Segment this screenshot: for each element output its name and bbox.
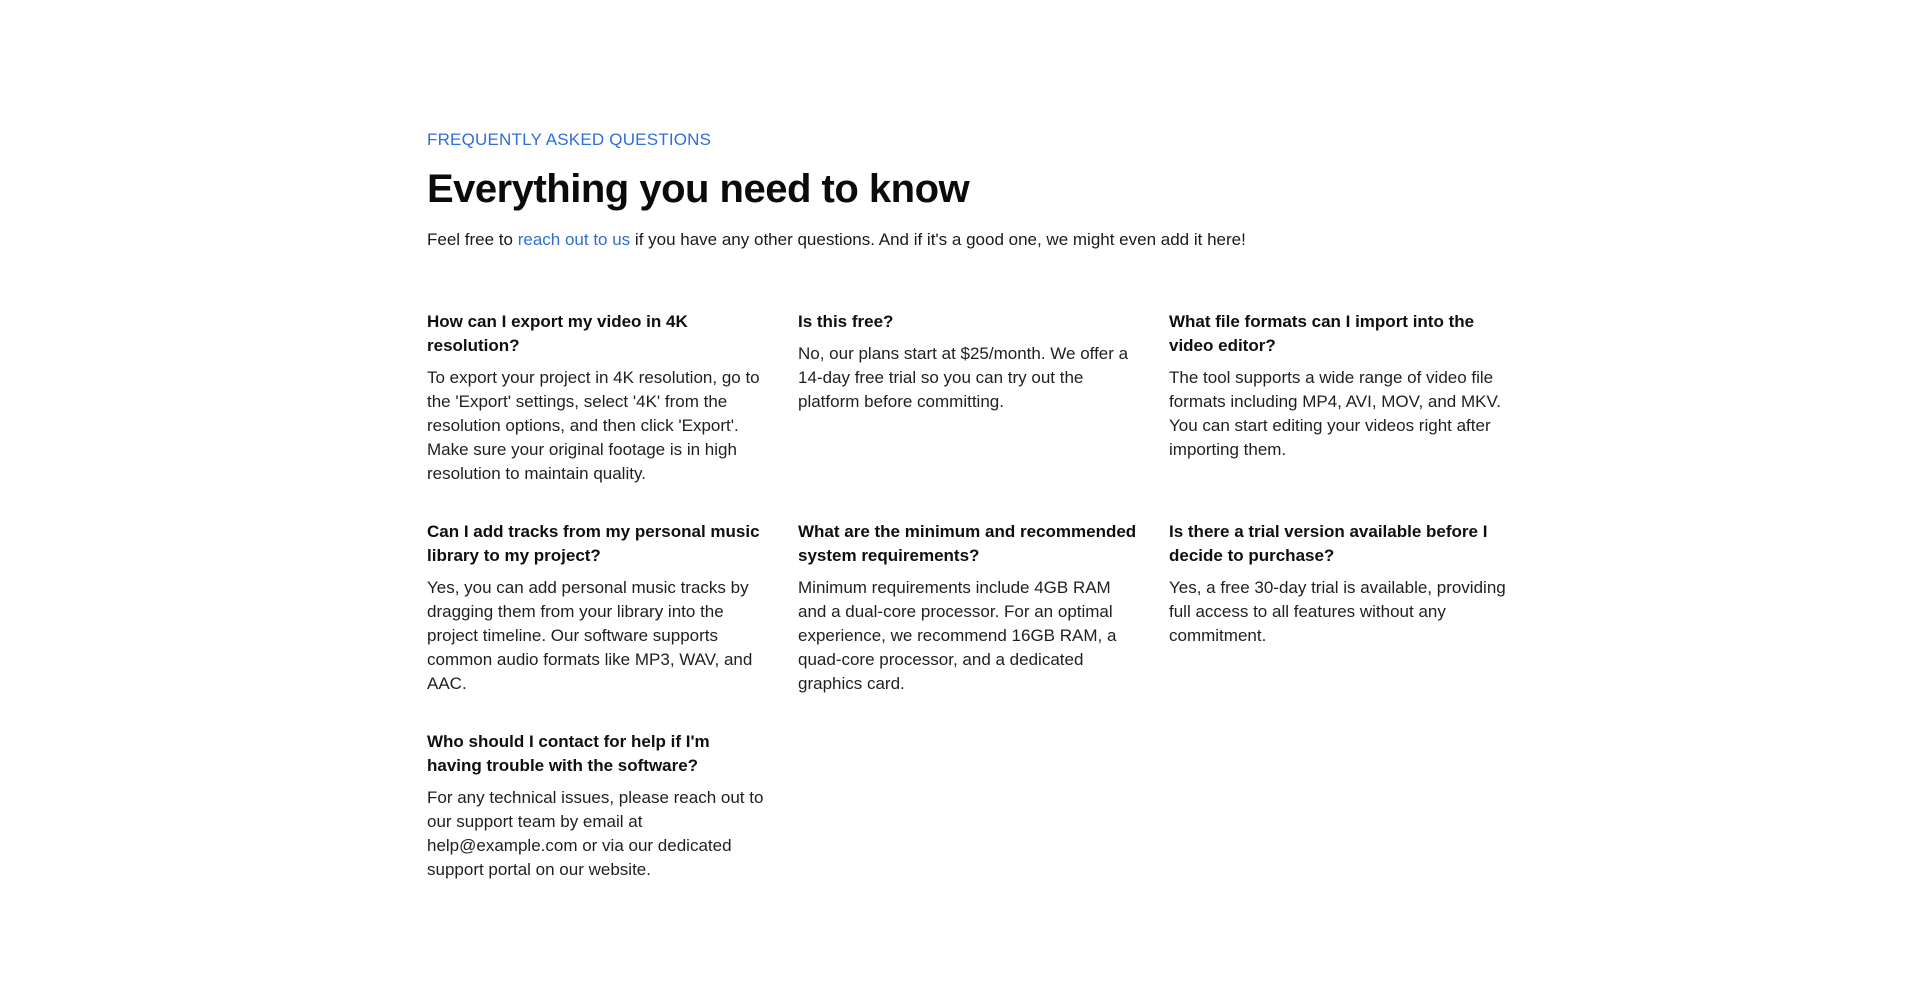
faq-question: Is this free? xyxy=(798,312,894,331)
faq-grid xyxy=(427,310,1517,910)
faq-answer: The tool supports a wide range of video file formats including MP4, AVI, MOV, and MKV. You can start editing your videos right after importing them. xyxy=(1169,368,1501,459)
intro-text-after: if you have any other questions. And if it's a good one, we might even add it here! xyxy=(630,230,1246,249)
faq-item-trial-version xyxy=(1169,520,1511,700)
faq-answer: Yes, you can add personal music tracks by dragging them from your library into the project timeline. Our software supports common audio formats like MP3, WAV, and AAC. xyxy=(427,578,753,693)
page-title: Everything you need to know xyxy=(427,167,970,211)
faq-section xyxy=(427,128,1517,910)
faq-answer: Minimum requirements include 4GB RAM and a dual-core processor. For an optimal experience, we recommend 16GB RAM, a quad-core processor, and a dedicated graphics card. xyxy=(798,578,1117,693)
faq-question: What are the minimum and recommended system requirements? xyxy=(798,522,1137,565)
faq-item-file-formats xyxy=(1169,310,1511,490)
contact-link[interactable]: reach out to us xyxy=(517,230,631,249)
faq-item-music-tracks xyxy=(427,520,769,700)
section-eyebrow: FREQUENTLY ASKED QUESTIONS xyxy=(427,130,712,149)
faq-answer: For any technical issues, please reach out to our support team by email at help@example.com or via our dedicated support portal on our website. xyxy=(427,788,764,879)
faq-item-system-requirements xyxy=(798,520,1140,700)
faq-answer: No, our plans start at $25/month. We offer a 14-day free trial so you can try out the platform before committing. xyxy=(798,344,1129,411)
faq-item-support-contact xyxy=(427,730,769,910)
faq-question: Is there a trial version available before I decide to purchase? xyxy=(1169,522,1488,565)
faq-item-export-4k xyxy=(427,310,769,490)
faq-answer: Yes, a free 30-day trial is available, providing full access to all features without any commitment. xyxy=(1169,578,1506,645)
faq-question: How can I export my video in 4K resolution? xyxy=(427,312,688,355)
faq-answer: To export your project in 4K resolution, go to the 'Export' settings, select '4K' from the resolution options, and then click 'Export'. Make sure your original footage is in high resolution to maintain quality. xyxy=(427,368,760,483)
faq-question: Can I add tracks from my personal music library to my project? xyxy=(427,522,760,565)
faq-question: What file formats can I import into the video editor? xyxy=(1169,312,1475,355)
faq-question: Who should I contact for help if I'm having trouble with the software? xyxy=(427,732,710,775)
faq-item-pricing xyxy=(798,310,1140,490)
intro-text xyxy=(427,228,1517,252)
intro-text-before: Feel free to xyxy=(427,230,518,249)
